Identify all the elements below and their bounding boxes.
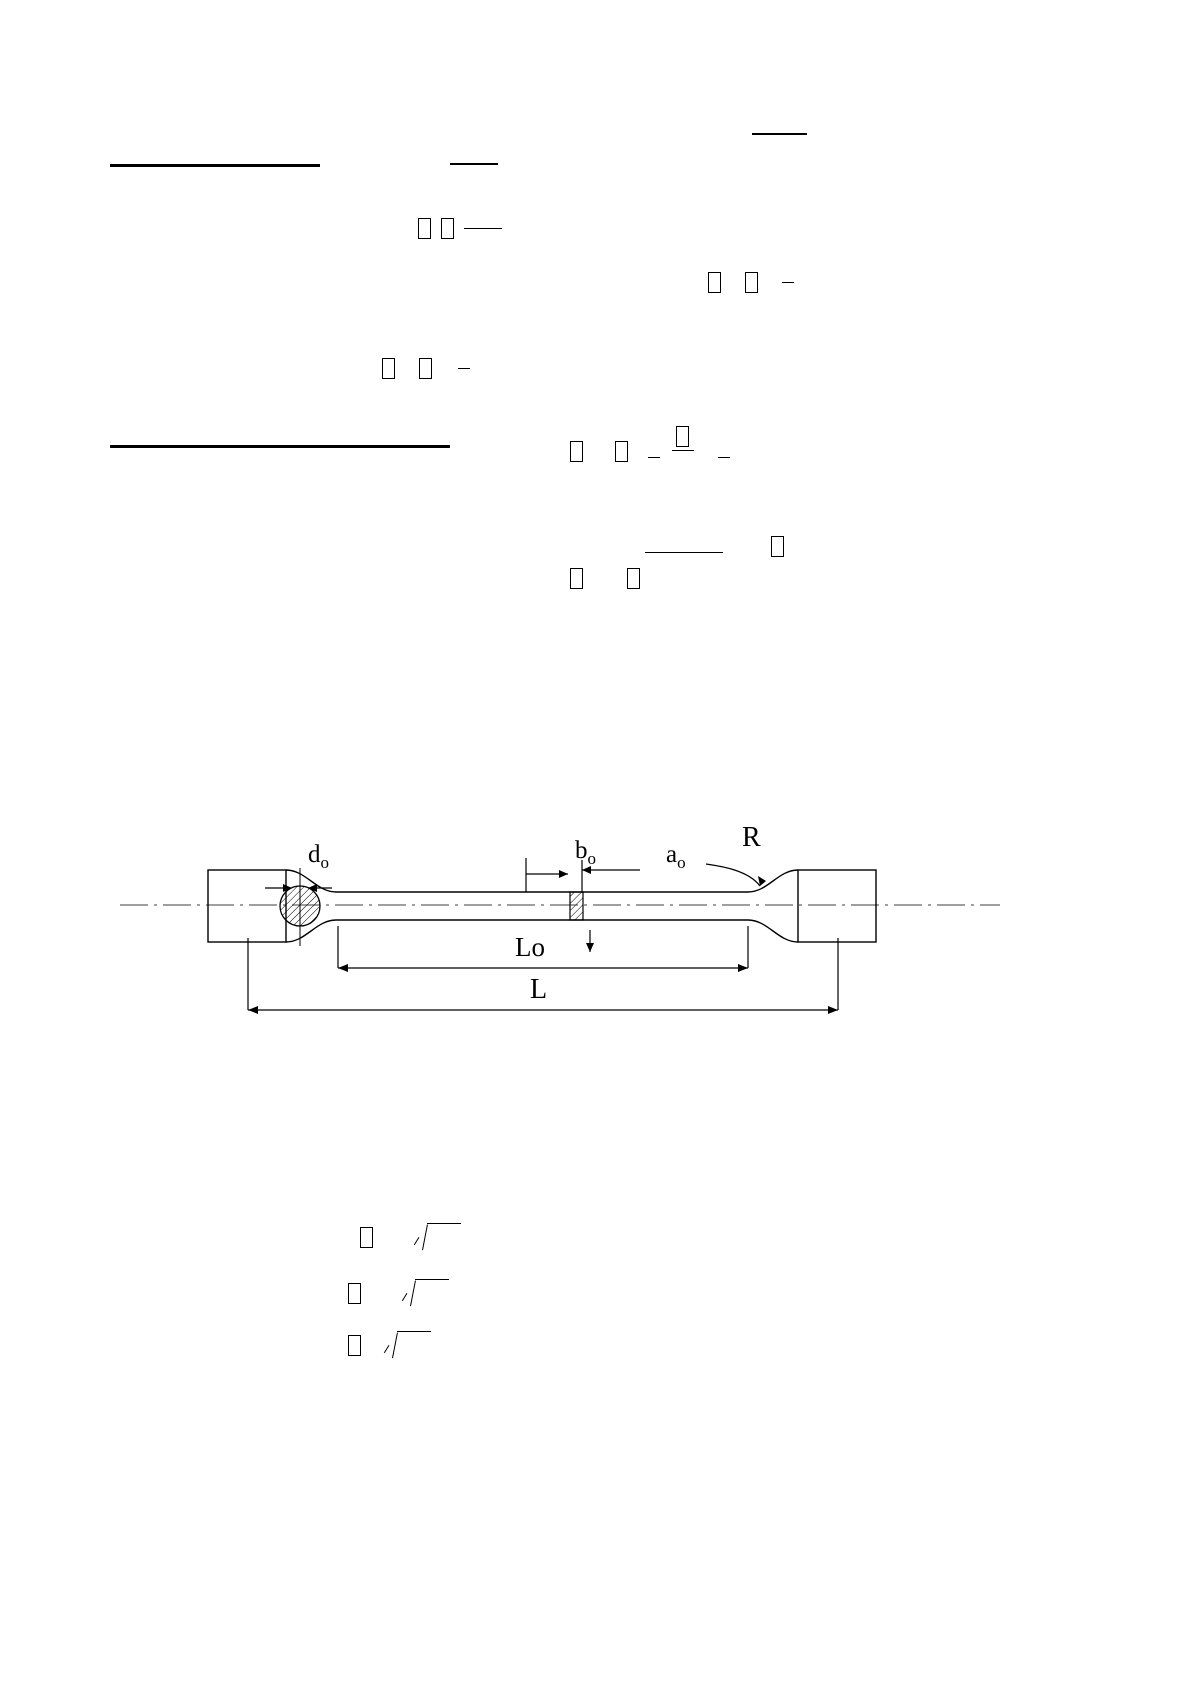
math-expression-9 — [348, 1330, 431, 1360]
arrowhead-Lo-left — [338, 964, 348, 972]
arrowhead-b — [559, 870, 568, 878]
heading-underline-1 — [110, 164, 320, 167]
leader-line-R — [706, 864, 760, 886]
math-glyph-box — [348, 1283, 361, 1304]
math-glyph-box — [676, 426, 689, 447]
math-expression-2 — [708, 272, 794, 293]
arrowhead-L-right — [828, 1006, 838, 1014]
math-expression-7 — [360, 1222, 461, 1252]
left-grip — [208, 870, 286, 942]
math-expression-8 — [348, 1278, 449, 1308]
fraction-bar — [672, 450, 694, 451]
minus-sign — [782, 282, 794, 283]
math-expression-6 — [570, 568, 640, 589]
arrowhead-Lo-mid — [586, 943, 594, 952]
right-grip — [798, 870, 876, 942]
minus-sign — [648, 457, 660, 458]
fillet-bottom-right — [748, 920, 798, 942]
math-expression-4 — [570, 432, 730, 462]
tensile-test-specimen-diagram — [120, 822, 1000, 1050]
heading-underline-4 — [110, 445, 450, 448]
fraction-bar — [645, 552, 723, 553]
math-glyph-box — [615, 441, 628, 462]
label-Lo: Lo — [515, 932, 545, 962]
math-glyph-box — [360, 1227, 373, 1248]
square-root-symbol — [403, 1278, 449, 1308]
square-root-symbol — [385, 1330, 431, 1360]
minus-sign — [718, 457, 730, 458]
specimen-svg — [120, 830, 1000, 1050]
math-expression-5 — [645, 536, 784, 569]
math-glyph-box — [570, 568, 583, 589]
square-root-symbol — [415, 1222, 461, 1252]
math-glyph-box — [745, 272, 758, 293]
arrowhead-L-left — [248, 1006, 258, 1014]
rect-cross-section — [570, 892, 583, 920]
heading-underline-3 — [752, 133, 807, 135]
math-glyph-box — [419, 358, 432, 379]
stacked-fraction — [672, 432, 696, 462]
label-ao: $a_o$ — [666, 841, 686, 872]
math-glyph-box — [708, 272, 721, 293]
math-expression-1 — [418, 218, 502, 239]
minus-sign — [458, 368, 470, 369]
math-glyph-box — [627, 568, 640, 589]
label-L: L — [530, 974, 548, 1005]
heading-underline-2 — [450, 163, 498, 165]
math-glyph-box — [441, 218, 454, 239]
label-bo: $b_o$ — [575, 837, 596, 868]
math-glyph-box — [771, 536, 784, 557]
math-expression-3 — [382, 358, 470, 379]
math-glyph-box — [348, 1335, 361, 1356]
math-glyph-box — [418, 218, 431, 239]
math-glyph-box — [570, 441, 583, 462]
label-do: $d_o$ — [308, 841, 329, 872]
fraction-bar — [464, 228, 502, 229]
label-R: R — [742, 822, 761, 853]
arrowhead-Lo-right — [738, 964, 748, 972]
math-glyph-box — [382, 358, 395, 379]
